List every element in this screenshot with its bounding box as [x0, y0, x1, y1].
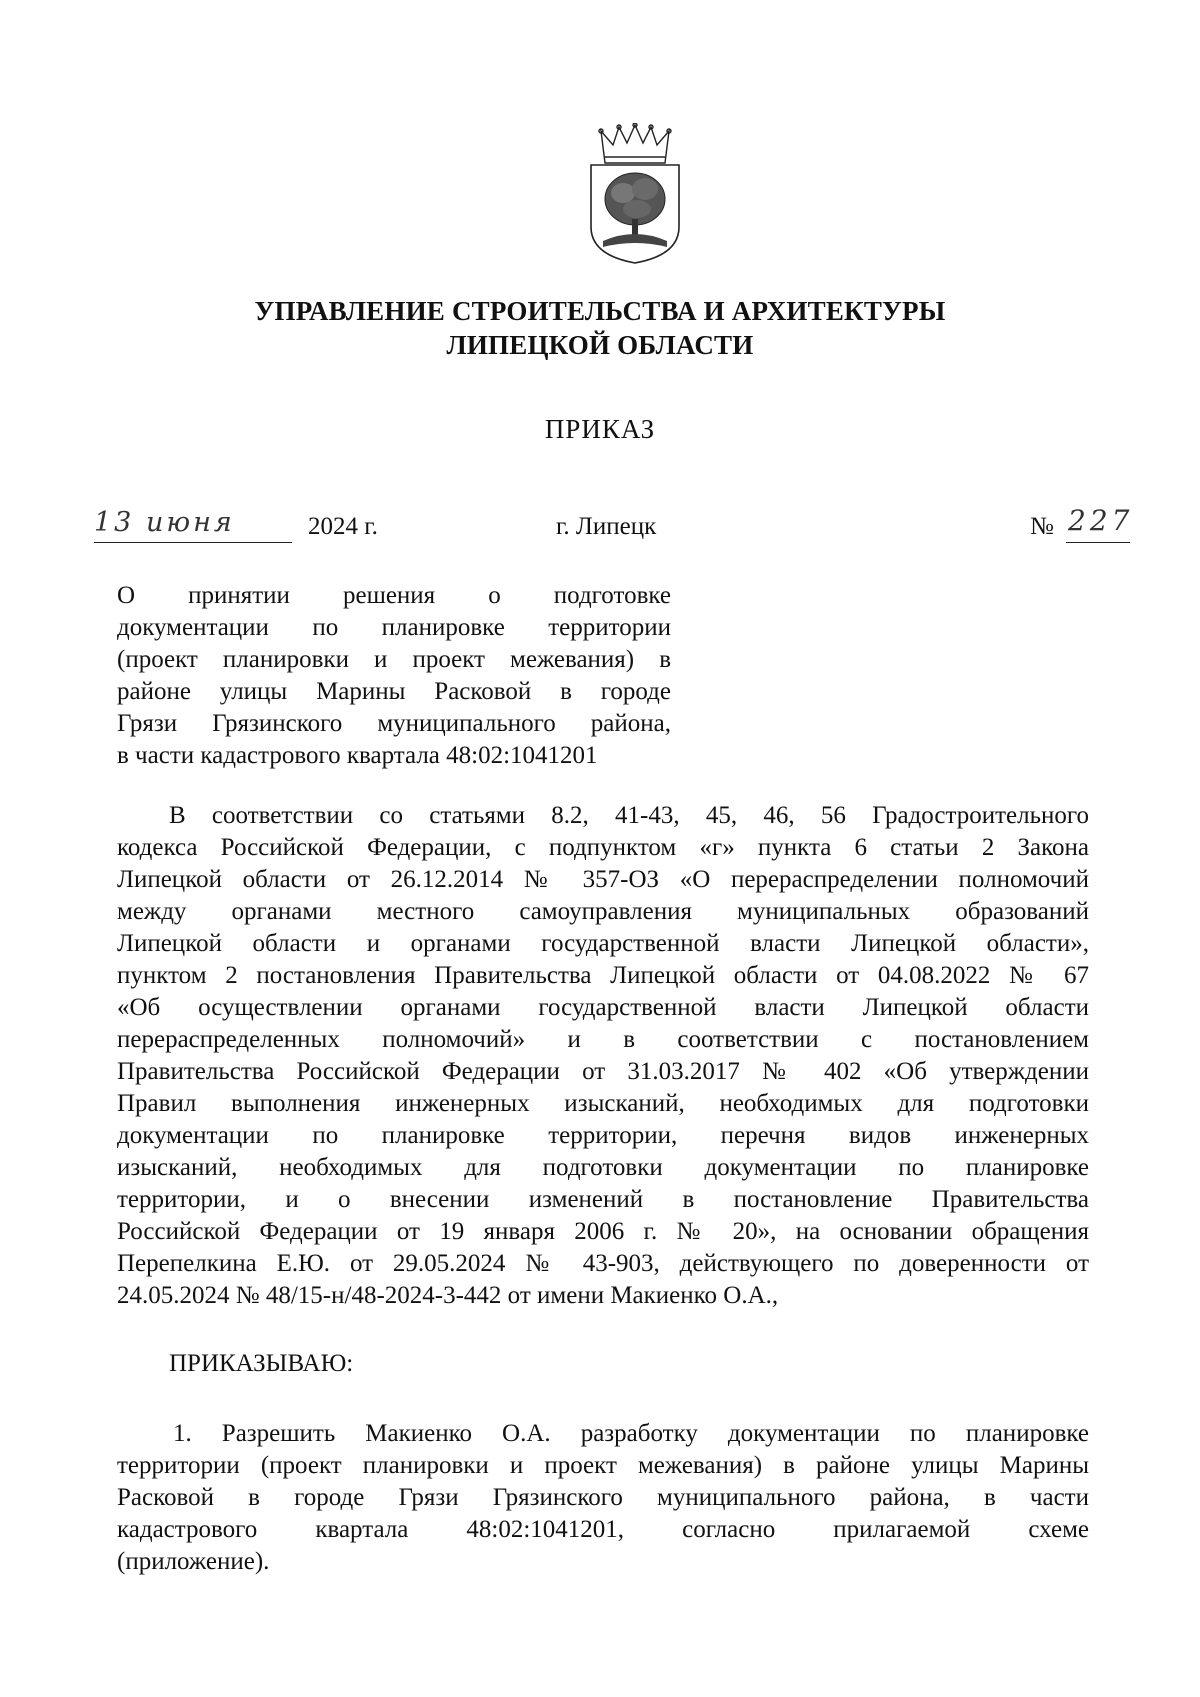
crown-icon	[599, 123, 671, 163]
preamble-line: Российской Федерации от 19 января 2006 г. № 20», на основании обращения	[117, 1218, 1089, 1245]
item-line: территории (проект планировки и проект межевания) в районе улицы Марины	[117, 1452, 1089, 1479]
preamble-line: 24.05.2024 № 48/15-н/48-2024-3-442 от имени Макиенко О.А.,	[117, 1282, 779, 1309]
subject-line: О принятии решения о подготовке	[117, 582, 671, 609]
preamble-line: «Об осуществлении органами государственной власти Липецкой области	[117, 994, 1089, 1021]
item-line: кадастрового квартала 48:02:1041201, согласно прилагаемой схеме	[117, 1516, 1089, 1543]
document-type-title: ПРИКАЗ	[544, 414, 656, 444]
preamble-line: изысканий, необходимых для подготовки документации по планировке	[117, 1154, 1089, 1181]
preamble-line: Липецкой области от 26.12.2014 № 357-ОЗ «О перераспределении полномочий	[117, 866, 1089, 893]
preamble-line: пунктом 2 постановления Правительства Липецкой области от 04.08.2022 № 67	[117, 962, 1089, 989]
order-item-1	[117, 1418, 1089, 1578]
subject-line: в части кадастрового квартала 48:02:1041201	[117, 742, 598, 769]
preamble-line: Липецкой области и органами государственной власти Липецкой области»,	[117, 930, 1089, 957]
organization-name-line-2: ЛИПЕЦКОЙ ОБЛАСТИ	[446, 330, 754, 360]
number-sign: №	[1030, 513, 1054, 540]
preamble-line: перераспределенных полномочий» и в соответствии с постановлением	[117, 1026, 1089, 1053]
preamble-line: между органами местного самоуправления муниципальных образований	[117, 898, 1089, 925]
item-line: (приложение).	[117, 1548, 270, 1575]
preamble-line: Перепелкина Е.Ю. от 29.05.2024 № 43-903, действующего по доверенности от	[117, 1250, 1089, 1277]
organization-name-line-1: УПРАВЛЕНИЕ СТРОИТЕЛЬСТВА И АРХИТЕКТУРЫ	[254, 296, 946, 326]
number-handwritten: 227	[1068, 504, 1134, 537]
number-underline	[1066, 542, 1130, 543]
preamble-line: В соответствии со статьями 8.2, 41-43, 45, 46, 56 Градостроительного	[169, 802, 1089, 829]
preamble-line: Правительства Российской Федерации от 31.03.2017 № 402 «Об утверждении	[117, 1058, 1089, 1085]
preamble-line: кодекса Российской Федерации, с подпунктом «г» пункта 6 статьи 2 Закона	[117, 834, 1089, 861]
item-line: 1. Разрешить Макиенко О.А. разработку документации по планировке	[173, 1420, 1089, 1447]
subject-line: Грязи Грязинского муниципального района,	[117, 710, 671, 737]
document-city: г. Липецк	[556, 513, 657, 540]
document-subject	[117, 580, 671, 772]
subject-line: районе улицы Марины Расковой в городе	[117, 678, 671, 705]
date-year: 2024 г.	[308, 513, 378, 540]
subject-line: документации по планировке территории	[117, 614, 671, 641]
document-date	[94, 507, 394, 546]
order-directive-word: ПРИКАЗЫВАЮ:	[169, 1350, 354, 1377]
preamble-line: документации по планировке территории, перечня видов инженерных	[117, 1122, 1089, 1149]
date-underline	[94, 542, 292, 543]
preamble-line: Правил выполнения инженерных изысканий, необходимых для подготовки	[117, 1090, 1089, 1117]
coat-of-arms-emblem	[583, 123, 687, 265]
document-preamble	[117, 800, 1089, 1312]
preamble-line: территории, и о внесении изменений в постановление Правительства	[117, 1186, 1089, 1213]
item-line: Расковой в городе Грязи Грязинского муниципального района, в части	[117, 1484, 1089, 1511]
date-handwritten: 13 июня	[94, 507, 235, 538]
subject-line: (проект планировки и проект межевания) в	[117, 646, 671, 673]
